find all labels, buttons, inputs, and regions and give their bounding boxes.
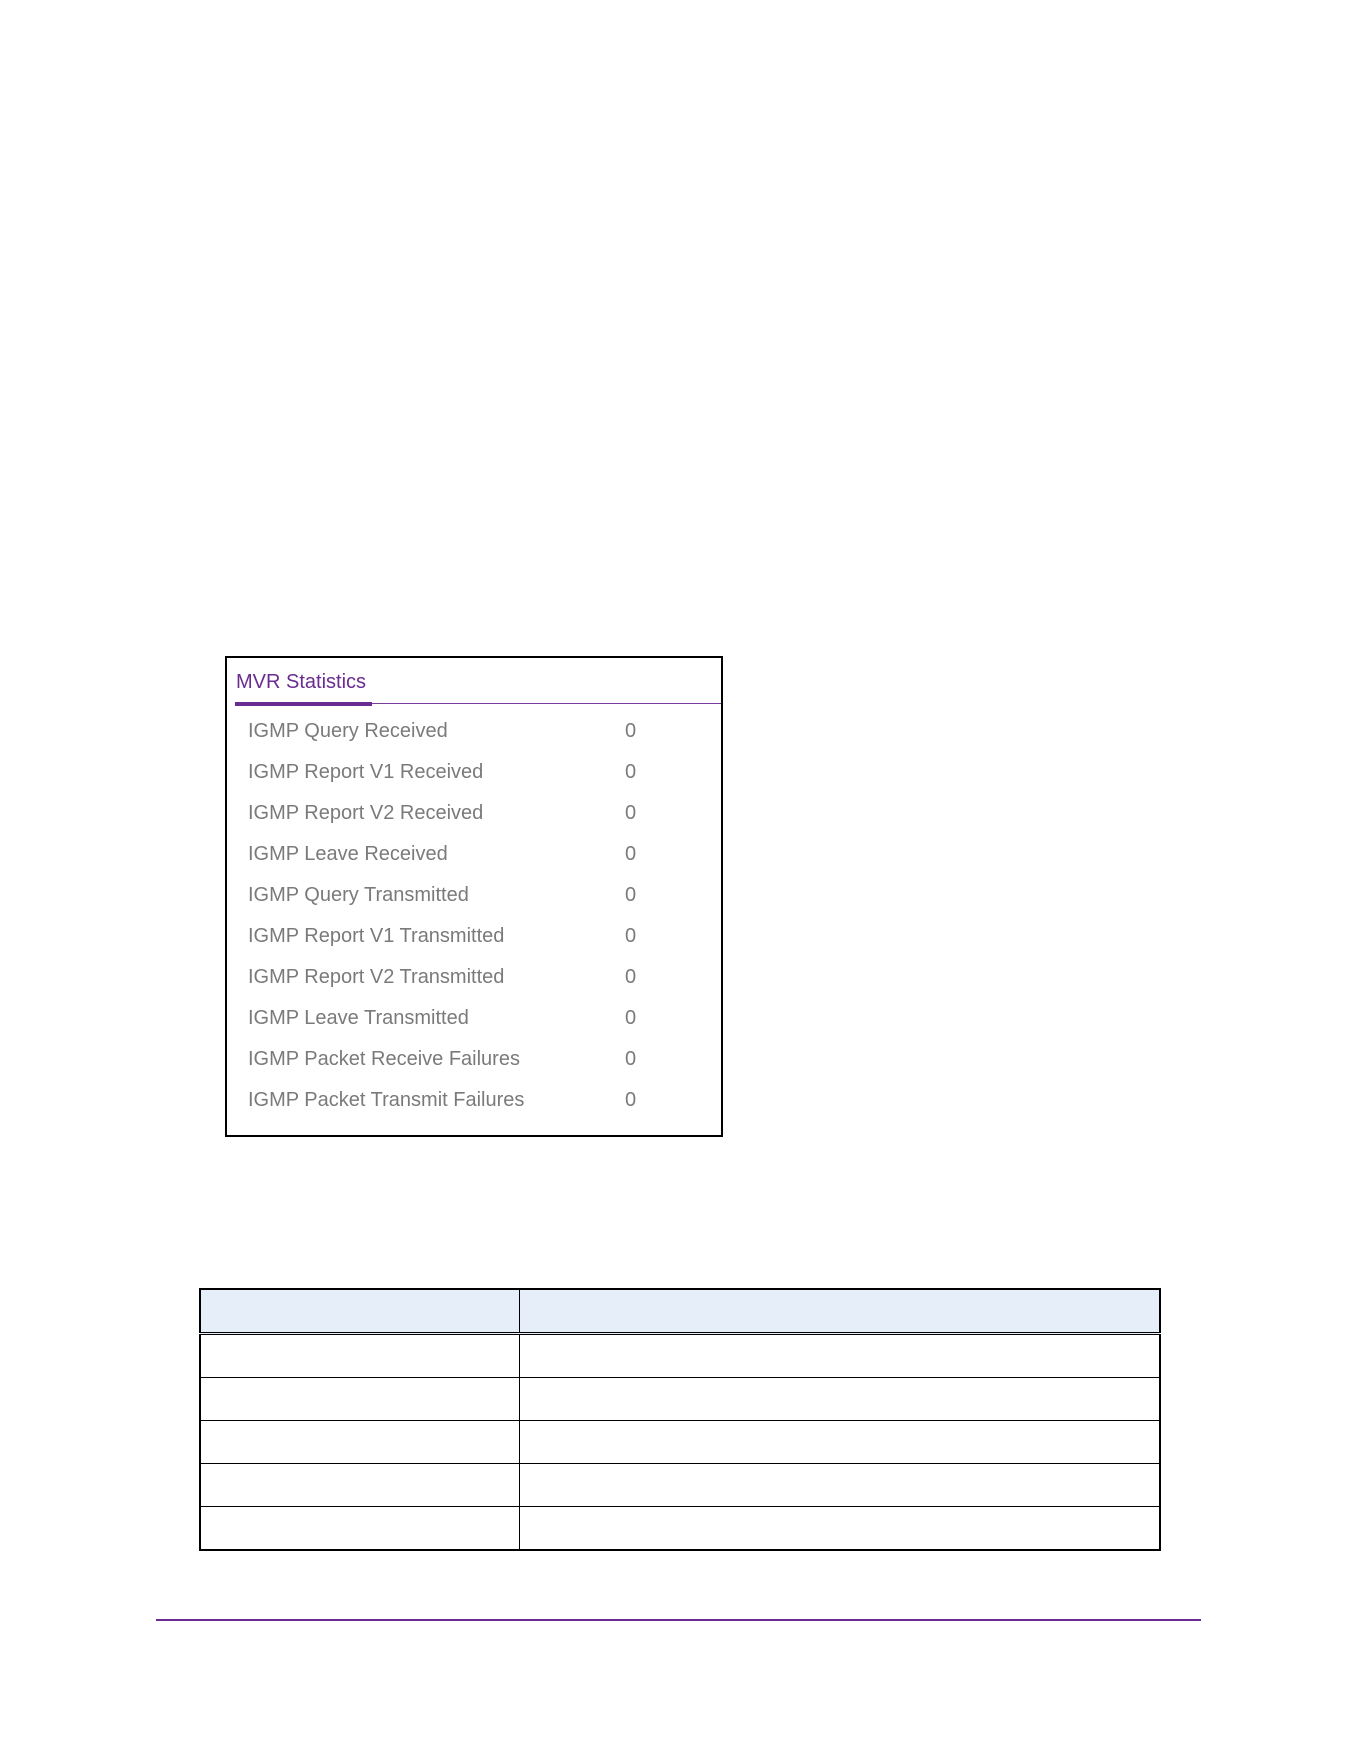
stat-row xyxy=(227,1003,721,1044)
statistics-list xyxy=(227,716,721,1126)
table-row xyxy=(200,1507,1160,1551)
table-cell xyxy=(520,1464,1161,1507)
table-header-cell xyxy=(520,1289,1161,1334)
stat-value: 0 xyxy=(625,1048,637,1070)
stat-row xyxy=(227,757,721,798)
table-cell xyxy=(200,1507,520,1551)
stat-row xyxy=(227,839,721,880)
table-cell xyxy=(200,1378,520,1421)
table-row xyxy=(200,1464,1160,1507)
stat-value: 0 xyxy=(625,802,637,824)
stat-label: IGMP Report V1 Received xyxy=(248,761,484,783)
table-cell xyxy=(200,1421,520,1464)
field-description-table xyxy=(199,1288,1161,1551)
stat-label: IGMP Leave Received xyxy=(248,843,448,865)
stat-row xyxy=(227,1044,721,1085)
stat-label: IGMP Packet Transmit Failures xyxy=(248,1089,525,1111)
stat-label: IGMP Leave Transmitted xyxy=(248,1007,469,1029)
table-header-row xyxy=(200,1289,1160,1334)
table-row xyxy=(200,1421,1160,1464)
mvr-statistics-panel xyxy=(225,656,723,1137)
table-cell xyxy=(200,1464,520,1507)
stat-row xyxy=(227,1085,721,1126)
stat-label: IGMP Report V2 Transmitted xyxy=(248,966,505,988)
table-cell xyxy=(520,1378,1161,1421)
stat-row xyxy=(227,716,721,757)
stat-row xyxy=(227,921,721,962)
table-cell xyxy=(200,1334,520,1378)
title-tab-underline xyxy=(235,702,372,706)
stat-value: 0 xyxy=(625,925,637,947)
stat-row xyxy=(227,962,721,1003)
panel-title: MVR Statistics xyxy=(236,671,367,693)
stat-value: 0 xyxy=(625,884,637,906)
stat-label: IGMP Report V2 Received xyxy=(248,802,484,824)
stat-value: 0 xyxy=(625,1089,637,1111)
panel-header xyxy=(227,658,721,708)
stat-value: 0 xyxy=(625,761,637,783)
stat-value: 0 xyxy=(625,843,637,865)
stat-value: 0 xyxy=(625,966,637,988)
table-row xyxy=(200,1378,1160,1421)
stat-label: IGMP Report V1 Transmitted xyxy=(248,925,505,947)
stat-value: 0 xyxy=(625,1007,637,1029)
stat-label: IGMP Packet Receive Failures xyxy=(248,1048,520,1070)
stat-label: IGMP Query Received xyxy=(248,720,448,742)
stat-row xyxy=(227,880,721,921)
stat-label: IGMP Query Transmitted xyxy=(248,884,469,906)
footer-divider xyxy=(156,1619,1201,1621)
table-cell xyxy=(520,1334,1161,1378)
table-cell xyxy=(520,1507,1161,1551)
table-header-cell xyxy=(200,1289,520,1334)
table-row xyxy=(200,1334,1160,1378)
stat-row xyxy=(227,798,721,839)
table-cell xyxy=(520,1421,1161,1464)
stat-value: 0 xyxy=(625,720,637,742)
